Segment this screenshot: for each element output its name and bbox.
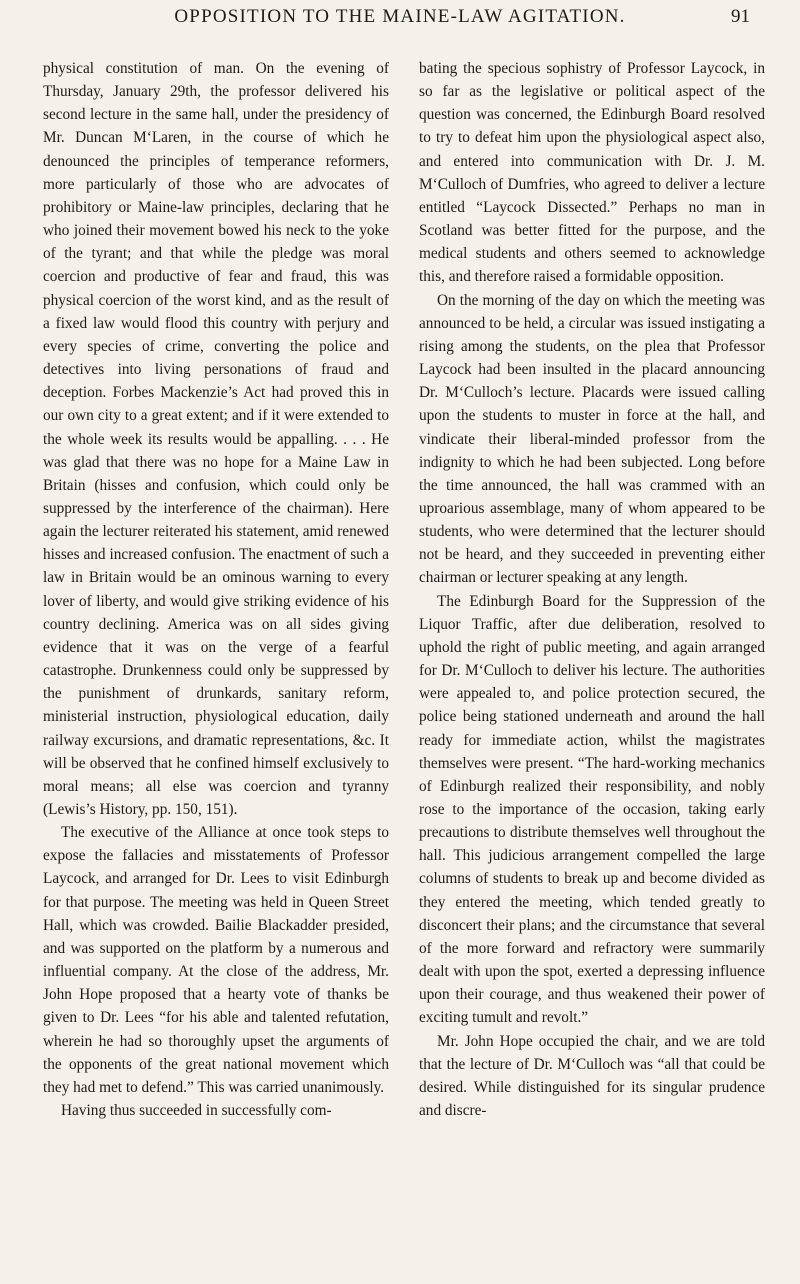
paragraph: The Edinburgh Board for the Suppression of the Liquor Traffic, after due deliberation, resolved to uphold the right of public meeting, and again arranged for Dr. M‘Culloch to deliver his lecture. The authorities were appealed to, and police protection secured, the police being stationed underneath and around the hall ready for immediate action, whilst the magistrates themselves were present. “The hard-working mechanics of Edinburgh realized their responsibility, and nobly rose to the importance of the occasion, taking early precautions to distribute themselves well throughout the hall. This judicious arrangement compelled the large columns of students to break up and become divided as they entered the meeting, which tended greatly to disconcert their plans; and the circumstance that several of the more forward and refractory were summarily dealt with upon the spot, exerted a depressing influence upon their courage, and thus weakened their power of exciting tumult and revolt.” [419,592,765,1027]
left-column [43,57,389,1122]
running-title: OPPOSITION TO THE MAINE-LAW AGITATION. [174,6,626,27]
paragraph: The executive of the Alliance at once took steps to expose the fallacies and misstatements of Professor Laycock, and arranged for Dr. Lees to visit Edinburgh for that purpose. The meeting was held in Queen Street Hall, which was crowded. Bailie Blackadder presided, and was supported on the platform by a numerous and influential company. At the close of the address, Mr. John Hope proposed that a hearty vote of thanks be given to Dr. Lees “for his able and talented refutation, wherein he had so thoroughly upset the arguments of the opponents of the great national movement which they had met to defend.” This was carried unanimously. [43,824,389,1096]
paragraph: Mr. John Hope occupied the chair, and we are told that the lecture of Dr. M‘Culloch was “all that could be desired. While distinguished for its singular prudence and discre- [419,1032,765,1120]
running-header [0,6,800,36]
page-number: 91 [731,6,750,27]
paragraph: physical constitution of man. On the evening of Thursday, January 29th, the professor delivered his second lecture in the same hall, under the presidency of Mr. Duncan M‘Laren, in the course of which he denounced the principles of temperance reformers, more particularly of those who are advocates of prohibitory or Maine-law principles, declaring that he who joined their movement bowed his neck to the yoke of the tyrant; and that while the pledge was moral coercion and productive of fear and fraud, this was physical coercion of the worst kind, and as the result of a fixed law would flood this country with perjury and every species of crime, converting the police and detectives into living personations of fraud and deception. Forbes Mackenzie’s Act had proved this in our own city to a great extent; and if it were extended to the whole week its results would be appalling. . . . He was glad that there was no hope for a Maine Law in Britain (hisses and confusion, which could only be suppressed by the interference of the chairman). Here again the lecturer reiterated his statement, amid renewed hisses and increased confusion. The enactment of such a law in Britain would be an ominous warning to every lover of liberty, and would give striking evidence of his country declining. America was on all sides giving evidence that it was on the verge of a fearful catastrophe. Drunkenness could only be suppressed by the punishment of drunkards, sanitary reform, ministerial instruction, physiological education, daily railway excursions, and dramatic representations, &c. It will be observed that he confined himself exclusively to moral means; all else was coercion and tyranny (Lewis’s History, pp. 150, 151). [43,60,389,818]
paragraph: On the morning of the day on which the meeting was announced to be held, a circular was issued instigating a rising among the students, on the plea that Professor Laycock had been insulted in the placard announcing Dr. M‘Culloch’s lecture. Placards were issued calling upon the students to muster in force at the hall, and vindicate their liberal-minded professor from the indignity to which he had been subjected. Long before the time announced, the hall was crammed with an uproarious assemblage, many of whom appeared to be students, who were determined that the lecturer should not be heard, and they succeeded in preventing either chairman or lecturer speaking at any length. [419,291,765,587]
paragraph: Having thus succeeded in successfully com- [61,1102,332,1120]
text-columns [43,57,765,1122]
right-column [419,57,765,1122]
paragraph: bating the specious sophistry of Professor Laycock, in so far as the legislative or political aspect of the question was concerned, the Edinburgh Board resolved to try to defeat him upon the physiological aspect also, and entered into communication with Dr. J. M. M‘Culloch of Dumfries, who agreed to deliver a lecture entitled “Laycock Dissected.” Perhaps no man in Scotland was better fitted for the purpose, and the medical students and others seemed to acknowledge this, and therefore raised a formidable opposition. [419,60,765,286]
